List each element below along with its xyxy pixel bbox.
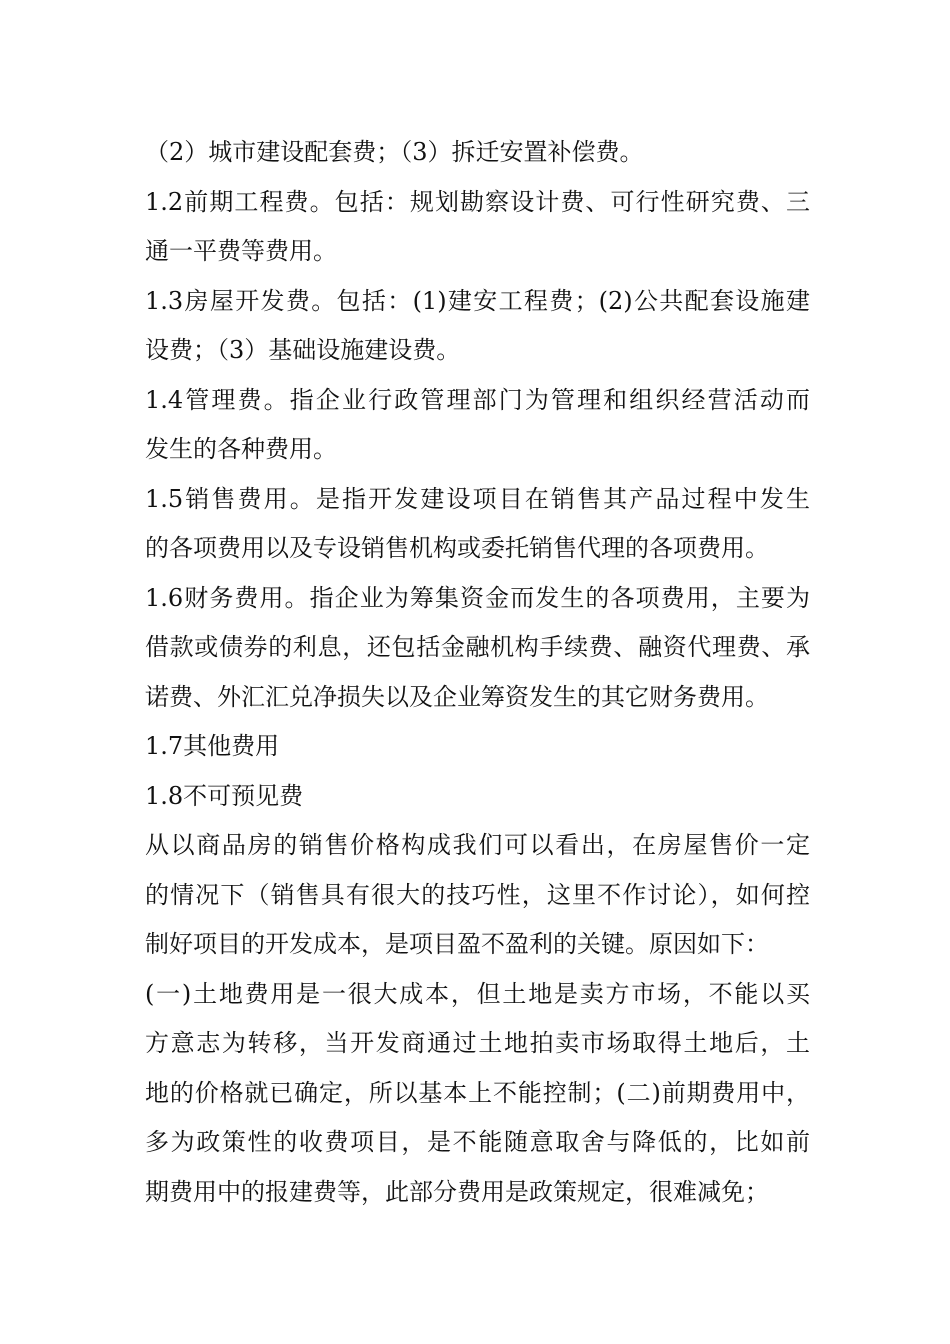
text-line: 1.7其他费用 <box>145 732 280 760</box>
text-line: 地的价格就已确定，所以基本上不能控制；(二)前期费用中， <box>145 1078 810 1107</box>
text-line: (一)土地费用是一很大成本，但土地是卖方市场，不能以买 <box>145 979 810 1008</box>
text-line: 的各项费用以及专设销售机构或委托销售代理的各项费用。 <box>145 534 769 562</box>
text-line: 借款或债券的利息，还包括金融机构手续费、融资代理费、承 <box>145 633 810 661</box>
text-line: 发生的各种费用。 <box>145 435 337 463</box>
text-line: 诺费、外汇汇兑净损失以及企业筹资发生的其它财务费用。 <box>145 682 769 711</box>
text-line: 方意志为转移，当开发商通过土地拍卖市场取得土地后，土 <box>145 1029 810 1057</box>
text-line: 1.2前期工程费。包括：规划勘察设计费、可行性研究费、三 <box>145 187 810 216</box>
text-line: 设费；（3）基础设施建设费。 <box>145 336 461 364</box>
text-line: 1.6财务费用。指企业为筹集资金而发生的各项费用，主要为 <box>145 583 810 612</box>
text-line: 1.8不可预见费 <box>145 781 304 810</box>
text-line: 1.3房屋开发费。包括：(1)建安工程费；(2)公共配套设施建 <box>145 286 810 315</box>
text-line: 的情况下（销售具有很大的技巧性，这里不作讨论），如何控 <box>145 880 810 909</box>
text-line: 1.5销售费用。是指开发建设项目在销售其产品过程中发生 <box>145 484 810 513</box>
text-line: 从以商品房的销售价格构成我们可以看出，在房屋售价一定 <box>145 831 810 859</box>
text-line: 通一平费等费用。 <box>145 237 337 265</box>
text-line: 制好项目的开发成本，是项目盈不盈利的关键。原因如下： <box>145 930 769 958</box>
text-line: （2）城市建设配套费；（3）拆迁安置补偿费。 <box>145 138 644 166</box>
text-line: 1.4管理费。指企业行政管理部门为管理和组织经营活动而 <box>145 385 810 414</box>
document-body <box>145 128 810 1217</box>
text-line: 期费用中的报建费等，此部分费用是政策规定，很难减免； <box>145 1177 769 1206</box>
text-line: 多为政策性的收费项目，是不能随意取舍与降低的，比如前 <box>145 1128 810 1156</box>
